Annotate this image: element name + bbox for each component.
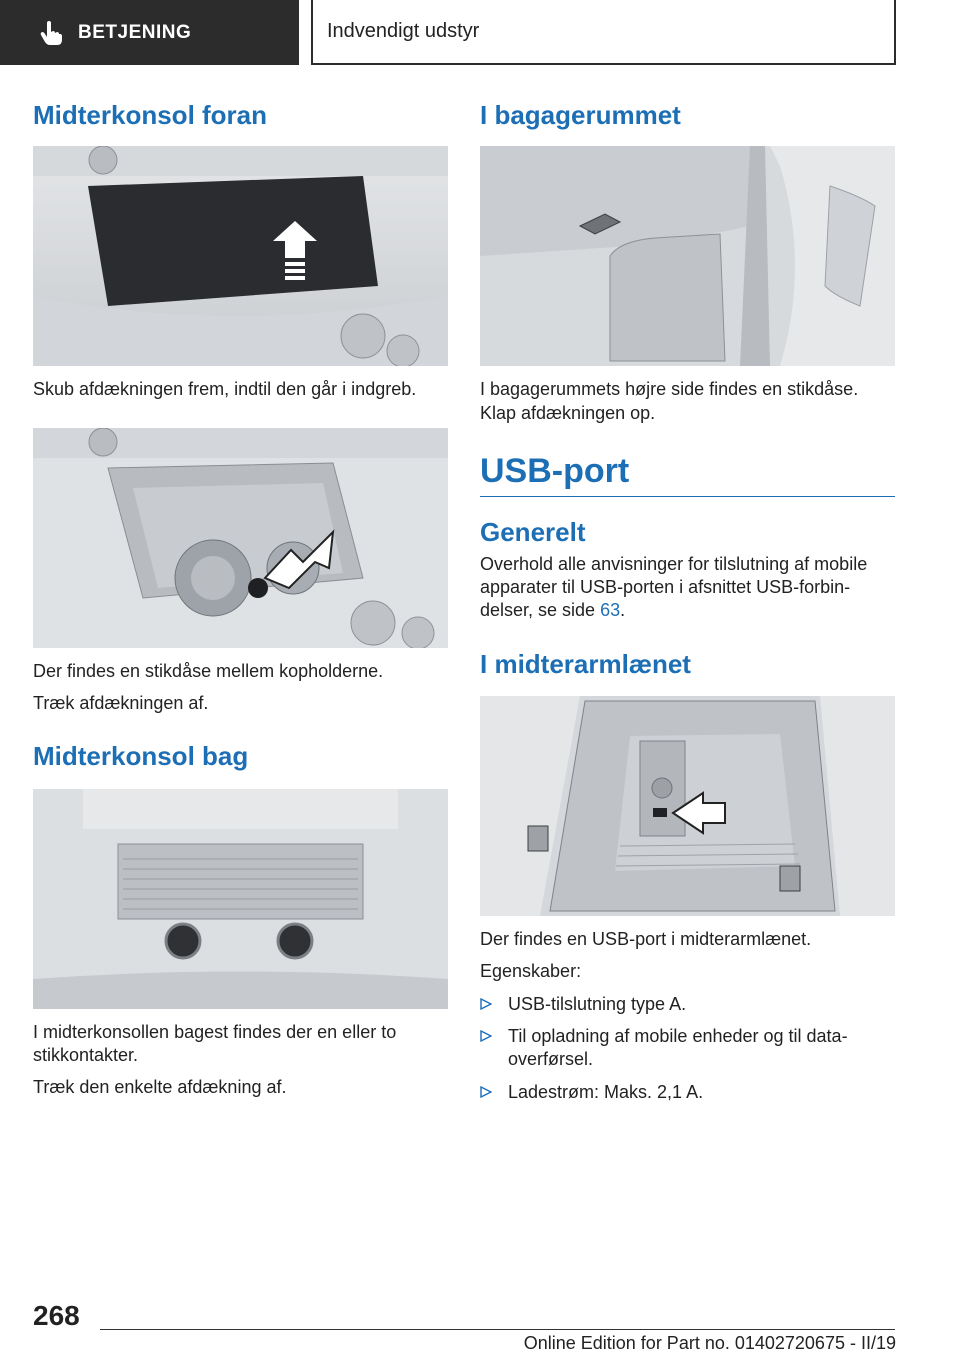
rear-console-sockets-illustration (33, 789, 448, 1009)
footer-divider (100, 1329, 895, 1330)
caption-front-cover: Skub afdækningen frem, indtil den går i indgreb. (33, 379, 417, 400)
caption-luggage-socket: I bagagerummets højre side findes en stikdåse. Klap afdækningen op. (480, 379, 859, 423)
page-number: 268 (33, 1300, 80, 1331)
list-item (480, 1025, 895, 1072)
luggage-compartment-socket-illustration (480, 146, 895, 366)
caption-armrest-usb: Der findes en USB-port i midterarmlænet. (480, 928, 812, 949)
general-text-end: . (620, 600, 626, 621)
caption-rear-remove-cover: Træk den enkelte afdækning af. (33, 1077, 287, 1098)
triangle-bullet-icon (480, 1030, 492, 1042)
heading-center-armrest: I midterarmlænet (480, 648, 691, 679)
caption-socket-location: Der findes en stikdåse mellem kopholderne. (33, 660, 384, 681)
left-column (33, 100, 448, 1109)
list-item-text: USB-tilslutning type A. (508, 993, 687, 1014)
footer-edition-text: Online Edition for Part no. 01402720675 - II/19 (523, 1333, 896, 1353)
list-item (480, 993, 895, 1016)
list-item (480, 1081, 895, 1104)
front-console-socket-illustration (33, 428, 448, 648)
general-paragraph (480, 553, 895, 623)
header-section-title: BETJENING (78, 21, 192, 43)
list-item-text: Til opladning af mobile enheder og til dataoverførsel. (508, 1026, 848, 1070)
properties-label: Egenskaber: (480, 961, 582, 982)
header-chapter-title: Indvendigt udstyr (327, 20, 480, 42)
chapter-usb-port: USB-port (480, 453, 895, 497)
hand-pointer-icon (36, 18, 66, 48)
heading-front-console: Midterkonsol foran (33, 100, 268, 130)
front-console-cover-illustration (33, 146, 448, 366)
center-armrest-usb-illustration (480, 696, 895, 916)
heading-rear-console: Midterkonsol bag (33, 741, 249, 772)
header-chapter-box (311, 0, 896, 65)
header-section-tab (0, 0, 299, 65)
right-column (480, 100, 895, 1113)
page-reference-link[interactable]: 63 (600, 600, 621, 621)
caption-rear-sockets: I midterkonsollen bagest findes der en eller to stikkontakter. (33, 1021, 397, 1065)
caption-remove-cover: Træk afdækningen af. (33, 692, 209, 713)
properties-list (480, 993, 895, 1105)
list-item-text: Ladestrøm: Maks. 2,1 A. (508, 1081, 704, 1102)
heading-general: Generelt (480, 517, 586, 548)
triangle-bullet-icon (480, 1086, 492, 1098)
general-text: Overhold alle anvisninger for tilslutning af mobile apparater til USB-porten i afsnittet USB-forbindelser, se side (480, 553, 868, 621)
heading-luggage-compartment: I bagagerummet (480, 100, 681, 130)
triangle-bullet-icon (480, 998, 492, 1010)
